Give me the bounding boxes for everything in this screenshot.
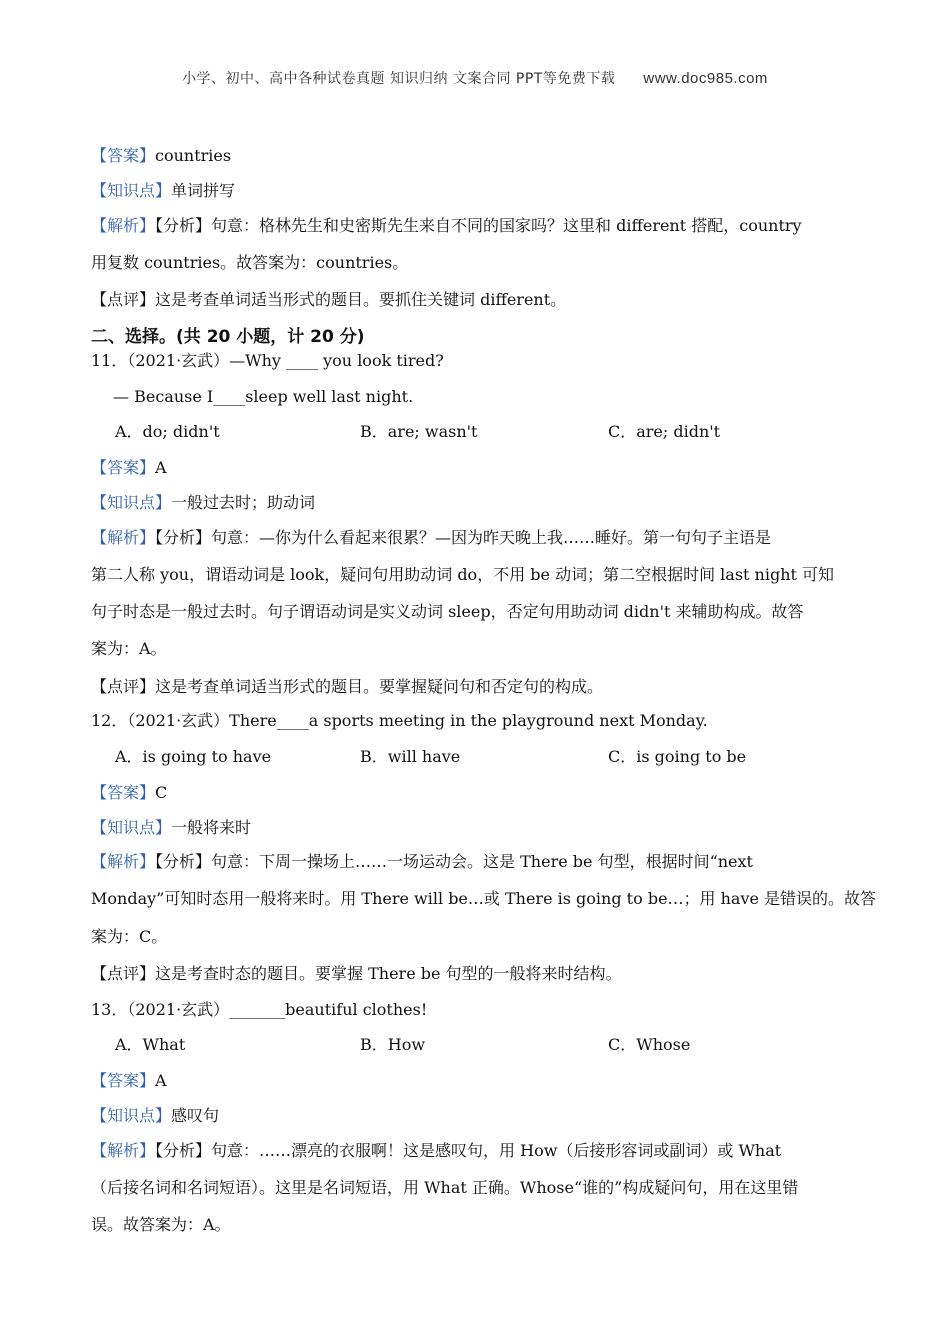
q11-analysis-line-1 [91,527,871,549]
analysis-label: 【解析】 [91,216,156,235]
q12-stem: 12．（2021·玄武）There____a sports meeting in the playground next Monday. [91,711,708,730]
q12-analysis-line-3: 案为：C。 [91,927,168,946]
q12-analysis-line-1 [91,851,871,873]
analysis-label: 【解析】 [91,1141,156,1160]
q13-analysis-1: 句意：……漂亮的衣服啊！这是感叹句，用 How（后接形容词或副词）或 What [211,1141,782,1160]
q12-knowledge-line [91,817,871,839]
fenxi-label: 【分析】 [155,528,212,547]
q10-knowledge: 单词拼写 [171,181,236,200]
q11-knowledge: 一般过去时；助动词 [171,493,316,512]
comment-label: 【点评】 [91,677,156,696]
q13-knowledge-line [91,1105,871,1127]
q12-knowledge: 一般将来时 [171,818,252,837]
fenxi-label: 【分析】 [155,852,212,871]
q10-analysis-1: 句意：格林先生和史密斯先生来自不同的国家吗？这里和 different 搭配，country [211,216,802,235]
q13-option-c: C．Whose [608,1035,691,1054]
q13-analysis-line-1 [91,1140,871,1162]
q11-knowledge-line [91,492,871,514]
q13-option-b: B．How [360,1035,426,1054]
q10-answer: countries [155,146,232,165]
q10-analysis-line-1 [91,215,871,237]
q11-stem-2: — Because I____sleep well last night. [113,387,414,406]
knowledge-label: 【知识点】 [91,818,172,837]
q13-answer: A [155,1071,167,1090]
answer-label: 【答案】 [91,146,156,165]
q12-comment: 这是考查时态的题目。要掌握 There be 句型的一般将来时结构。 [155,964,622,983]
knowledge-label: 【知识点】 [91,1106,172,1125]
q10-answer-line [91,145,871,167]
q11-analysis-line-2: 第二人称 you，谓语动词是 look，疑问句用助动词 do，不用 be 动词；第二空根据时间 last night 可知 [91,565,835,584]
header-text: 小学、初中、高中各种试卷真题 知识归纳 文案合同 PPT等免费下载 [182,71,616,87]
q12-comment-line [91,963,871,985]
q13-knowledge: 感叹句 [171,1106,220,1125]
comment-label: 【点评】 [91,290,156,309]
q12-option-a: A．is going to have [115,747,272,766]
analysis-label: 【解析】 [91,852,156,871]
q13-answer-line [91,1070,871,1092]
comment-label: 【点评】 [91,964,156,983]
q11-analysis-line-3: 句子时态是一般过去时。句子谓语动词是实义动词 sleep，否定句用助动词 didn't 来辅助构成。故答 [91,602,804,621]
q11-option-c: C．are; didn't [608,422,721,441]
q12-option-c: C．is going to be [608,747,747,766]
q10-knowledge-line [91,180,871,202]
section-title: 二、选择。(共 20 小题，计 20 分) [91,327,365,347]
q10-analysis-line-2: 用复数 countries。故答案为：countries。 [91,253,409,272]
answer-label: 【答案】 [91,783,156,802]
fenxi-label: 【分析】 [155,216,212,235]
q11-analysis-1: 句意：—你为什么看起来很累？—因为昨天晚上我……睡好。第一句句子主语是 [211,528,772,547]
q11-stem: 11．（2021·玄武）—Why ____ you look tired? [91,351,444,370]
q13-stem: 13．（2021·玄武）_______beautiful clothes! [91,1000,428,1019]
q12-analysis-1: 句意：下周一操场上……一场运动会。这是 There be 句型，根据时间“next [211,852,753,871]
answer-label: 【答案】 [91,458,156,477]
q13-analysis-line-3: 误。故答案为：A。 [91,1215,231,1234]
q11-option-b: B．are; wasn't [360,422,478,441]
q11-analysis-line-4: 案为：A。 [91,639,167,658]
knowledge-label: 【知识点】 [91,181,172,200]
q11-comment-line [91,676,871,698]
analysis-label: 【解析】 [91,528,156,547]
q10-comment: 这是考查单词适当形式的题目。要抓住关键词 different。 [155,290,567,309]
q11-answer-line [91,457,871,479]
q12-option-b: B．will have [360,747,461,766]
header-url[interactable]: www.doc985.com [643,70,768,87]
q12-answer-line [91,782,871,804]
q10-comment-line [91,289,871,311]
q11-option-a: A．do; didn't [115,422,220,441]
knowledge-label: 【知识点】 [91,493,172,512]
answer-label: 【答案】 [91,1071,156,1090]
q12-analysis-line-2: Monday”可知时态用一般将来时。用 There will be…或 There is going to be…；用 have 是错误的。故答 [91,889,877,908]
q13-analysis-line-2: （后接名词和名词短语）。这里是名词短语，用 What 正确。Whose“谁的”构成疑问句，用在这里错 [91,1178,799,1197]
page-header [0,68,950,88]
q12-answer: C [155,783,168,802]
q11-answer: A [155,458,167,477]
fenxi-label: 【分析】 [155,1141,212,1160]
q13-option-a: A．What [115,1035,186,1054]
q11-comment: 这是考查单词适当形式的题目。要掌握疑问句和否定句的构成。 [155,677,604,696]
